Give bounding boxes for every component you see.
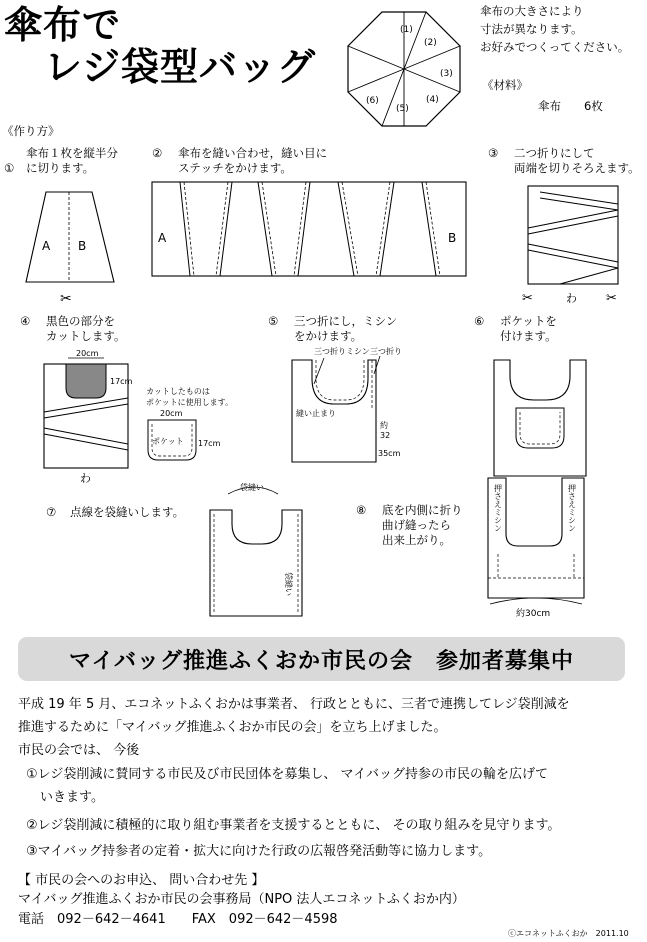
panel-label-4: (4) — [426, 95, 439, 105]
step-6-num: ⑥ — [474, 314, 485, 328]
figure-step3 — [520, 182, 630, 310]
panel-label-1: (1) — [400, 25, 413, 35]
label-fukuronui-side: 袋縫い — [284, 572, 293, 596]
contact-org: マイバッグ推進ふくおか市民の会事務局（NPO 法人エコネットふくおか内） — [18, 892, 465, 907]
body-item2: ②レジ袋削減に積極的に取り組む事業者を支援するとともに、 その取り組みを見守ります。 — [26, 818, 561, 833]
materials-heading: 《材料》 — [482, 78, 528, 92]
size-note: 傘布の大きさにより 寸法が異なります。 お好みでつくってください。 — [480, 4, 630, 54]
body-item1b: いきます。 — [40, 790, 104, 805]
label-35cm: 35cm — [378, 449, 401, 458]
label-approx-30cm: 約30cm — [516, 609, 551, 619]
panel-label-2: (2) — [424, 38, 437, 48]
contact-phone: 電話 092－642－4641 FAX 092－642－4598 — [18, 912, 338, 927]
panel-label-a: A — [158, 231, 167, 245]
step-6-text: ポケットを 付けます。 — [500, 314, 557, 343]
panel-label-5: (5) — [396, 104, 409, 114]
label-fukuronui-top: 袋縫い — [240, 483, 264, 492]
title-line1: 傘布で — [4, 3, 122, 47]
step-1: ① — [4, 161, 15, 175]
body-p2: 市民の会では、 今後 — [18, 743, 140, 758]
label-nuidomari: 縫い止まり — [296, 409, 336, 418]
dim-20cm: 20cm — [76, 349, 99, 358]
figure-step8 — [484, 474, 588, 618]
step-7-text: 点線を袋縫いします。 — [70, 505, 185, 519]
title-line2: レジ袋型バッグ — [44, 45, 317, 89]
figure-step7 — [206, 480, 306, 620]
label-osae-right: 押さえミシン — [567, 484, 577, 532]
label-a: A — [42, 239, 51, 253]
dim-17cm: 17cm — [110, 377, 133, 386]
cut-note-1: カットしたものは — [146, 387, 210, 396]
materials-item: 傘布 6枚 — [538, 99, 603, 113]
panel-label-b: B — [448, 231, 457, 245]
step-1-text: 傘布１枚を縦半分 に切ります。 — [26, 146, 118, 175]
pocket-dim-20cm: 20cm — [160, 409, 183, 418]
method-heading: 《作り方》 — [2, 124, 60, 138]
step-8-num: ⑧ — [356, 503, 367, 517]
figure-step6 — [490, 356, 590, 480]
scissors-icon: ✂ — [60, 291, 72, 307]
body-p1b: 推進するために「マイバッグ推進ふくおか市民の会」を立ち上げました。 — [18, 720, 447, 735]
label-mitsuori-mishin: 三つ折りミシン — [314, 347, 370, 356]
cut-note-2: ポケットに使用します。 — [146, 398, 233, 407]
step-4-num: ④ — [20, 314, 31, 328]
scissors-right-icon: ✂ — [606, 291, 617, 306]
body-item3: ③マイバッグ持参者の定着・拡大に向けた行政の広報啓発活動等に協力します。 — [26, 844, 492, 859]
footer-credit: ⓒエコネットふくおか 2011.10 — [508, 929, 629, 938]
body-item1a: ①レジ袋削減に賛同する市民及び市民団体を募集し、 マイバッグ持参の市民の輪を広げて — [26, 767, 548, 782]
scissors-left-icon: ✂ — [522, 291, 533, 306]
body-p1a: 平成 19 年 5 月、エコネットふくおかは事業者、 行政とともに、三者で連携してレジ袋削減を — [18, 697, 570, 712]
step-3-text: 二つ折りにして 両端を切りそろえます。 — [514, 146, 640, 175]
umbrella-panel-diagram — [344, 10, 464, 130]
label-osae-left: 押さえミシン — [493, 484, 503, 532]
label-mitsuori: 三つ折り — [370, 347, 402, 356]
figure-step5 — [284, 344, 414, 474]
step-8-text: 底を内側に折り 曲げ縫ったら 出来上がり。 — [382, 503, 463, 547]
pocket-label: ポケット — [152, 437, 184, 446]
panel-label-6: (6) — [366, 96, 379, 106]
step-5-text: 三つ折にし，ミシン をかけます。 — [294, 314, 398, 343]
step-4-text: 黒色の部分を カットします。 — [46, 314, 126, 343]
step-2-num: ② — [152, 146, 163, 160]
pocket-dim-17cm: 17cm — [198, 439, 221, 448]
step-2-text: 傘布を縫い合わせ，縫い目に ステッチをかけます。 — [178, 146, 328, 175]
fold-label-4: わ — [80, 472, 91, 485]
step-5-num: ⑤ — [268, 314, 279, 328]
label-b: B — [78, 239, 87, 253]
step-3-num: ③ — [488, 146, 499, 160]
recruitment-banner: マイバッグ推進ふくおか市民の会 参加者募集中 — [18, 637, 625, 681]
step-7-num: ⑦ — [46, 505, 57, 519]
label-approx: 約 — [380, 421, 388, 430]
fold-label: わ — [566, 292, 577, 305]
panel-label-3: (3) — [440, 69, 453, 79]
figure-step4 — [40, 344, 240, 484]
label-32: 32 — [380, 431, 391, 440]
figure-step2 — [150, 180, 470, 280]
contact-heading: 【 市民の会へのお申込、 問い合わせ先 】 — [18, 873, 265, 888]
figure-step1 — [22, 190, 122, 310]
